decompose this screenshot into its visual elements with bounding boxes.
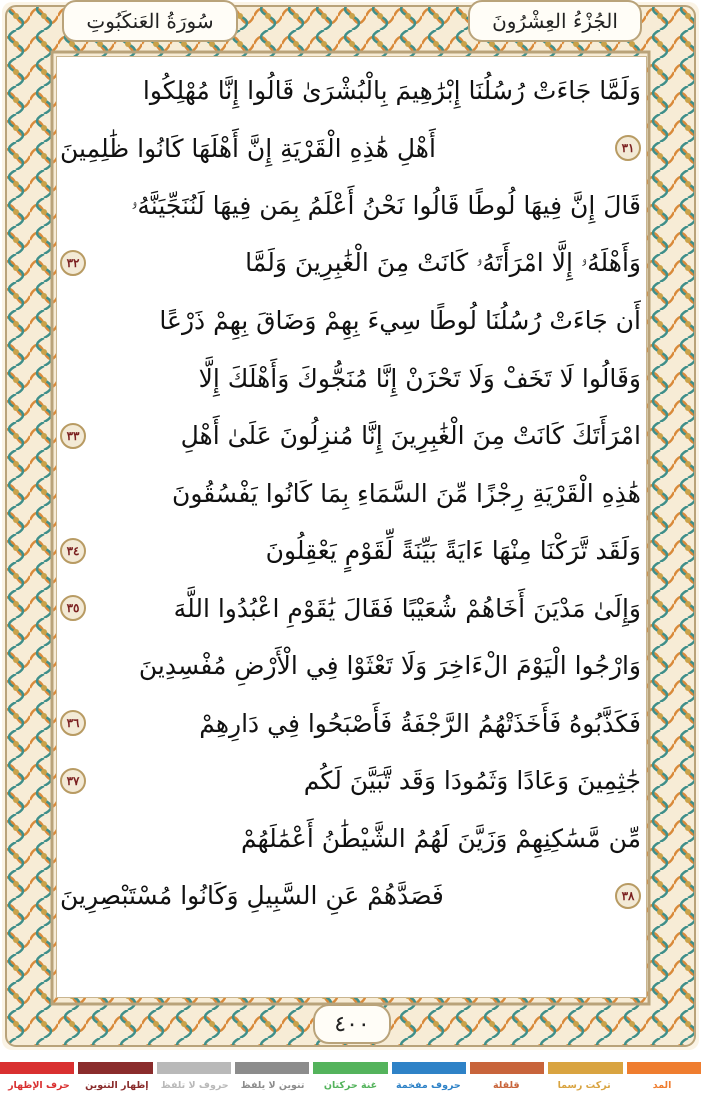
legend-label: تنوين لا يلفظ (240, 1080, 305, 1091)
text-line (60, 62, 641, 120)
legend-label: قلقلة (492, 1080, 520, 1091)
ayah-number-marker: ٣٤ (60, 538, 86, 564)
ayah-number-marker: ٣٢ (60, 250, 86, 276)
legend-label: حروف مفخمة (396, 1080, 461, 1091)
line-text: وَلَمَّا جَاءَتْ رُسُلُنَا إِبْرَٰهِيمَ بِالْبُشْرَىٰ قَالُوا إِنَّا مُهْلِكُوا (142, 76, 641, 106)
legend-swatch (627, 1062, 701, 1074)
text-line (60, 867, 641, 925)
line-text: فَكَذَّبُوهُ فَأَخَذَتْهُمُ الرَّجْفَةُ فَأَصْبَحُوا فِي دَارِهِمْ (199, 708, 641, 738)
legend-label: حرف الإظهار (8, 1080, 70, 1091)
legend-label: غنة حركتان (323, 1080, 378, 1091)
legend-labels (0, 1080, 701, 1091)
ayah-number-marker: ٣٦ (60, 710, 86, 736)
text-line (60, 292, 641, 350)
legend-label: المد (652, 1080, 672, 1091)
legend-swatch (313, 1062, 387, 1074)
text-line (60, 120, 641, 178)
text-line (60, 407, 641, 465)
line-text: أَن جَاءَتْ رُسُلُنَا لُوطًا سِيءَ بِهِمْ وَضَاقَ بِهِمْ ذَرْعًا (159, 306, 641, 336)
legend-color-bars (0, 1062, 701, 1074)
line-text: وَلَقَد تَّرَكْنَا مِنْهَا ءَايَةً بَيِّنَةً لِّقَوْمٍ يَعْقِلُونَ (265, 536, 641, 566)
text-line (60, 522, 641, 580)
line-text: قَالَ إِنَّ فِيهَا لُوطًا قَالُوا نَحْنُ أَعْلَمُ بِمَن فِيهَا لَنُنَجِّيَنَّهُۥ (131, 190, 641, 220)
line-text: هَٰذِهِ الْقَرْيَةِ رِجْزًا مِّنَ السَّمَاءِ بِمَا كَانُوا يَفْسُقُونَ (172, 478, 641, 508)
legend-swatch (548, 1062, 622, 1074)
surah-name-header (62, 0, 238, 42)
line-text: أَهْلِ هَٰذِهِ الْقَرْيَةِ إِنَّ أَهْلَهَا كَانُوا ظَٰلِمِينَ (60, 133, 436, 163)
line-text: وَأَهْلَهُۥ إِلَّا امْرَأَتَهُۥ كَانَتْ مِنَ الْغَٰبِرِينَ وَلَمَّا (245, 248, 641, 278)
line-text: امْرَأَتَكَ كَانَتْ مِنَ الْغَٰبِرِينَ إِنَّا مُنزِلُونَ عَلَىٰ أَهْلِ (180, 421, 641, 451)
legend-label: حروف لا تلفظ (160, 1080, 229, 1091)
quran-text (60, 62, 641, 925)
legend-swatch (157, 1062, 231, 1074)
text-line (60, 637, 641, 695)
text-line (60, 235, 641, 293)
ayah-number-marker: ٣١ (615, 135, 641, 161)
line-text: جَٰثِمِينَ وَعَادًا وَثَمُودَا وَقَد تَّبَيَّنَ لَكُم (303, 766, 641, 796)
tajweed-color-legend (0, 1062, 701, 1101)
text-line (60, 350, 641, 408)
legend-swatch (235, 1062, 309, 1074)
text-line (60, 810, 641, 868)
text-line (60, 580, 641, 638)
line-text: مِّن مَّسَٰكِنِهِمْ وَزَيَّنَ لَهُمُ الشَّيْطَٰنُ أَعْمَٰلَهُمْ (241, 823, 641, 853)
ayah-number-marker: ٣٥ (60, 595, 86, 621)
legend-label: إظهار التنوين (85, 1080, 149, 1091)
page-number (313, 1004, 391, 1044)
line-text: وَقَالُوا لَا تَخَفْ وَلَا تَحْزَنْ إِنَّا مُنَجُّوكَ وَأَهْلَكَ إِلَّا (198, 363, 641, 393)
line-text: فَصَدَّهُمْ عَنِ السَّبِيلِ وَكَانُوا مُسْتَبْصِرِينَ (60, 881, 444, 911)
legend-swatch (392, 1062, 466, 1074)
text-line (60, 752, 641, 810)
line-text: وَارْجُوا الْيَوْمَ الْءَاخِرَ وَلَا تَعْثَوْا فِي الْأَرْضِ مُفْسِدِينَ (138, 651, 641, 681)
legend-swatch (0, 1062, 74, 1074)
legend-swatch (470, 1062, 544, 1074)
legend-swatch (78, 1062, 152, 1074)
text-line (60, 177, 641, 235)
text-line (60, 465, 641, 523)
juz-name: الجُزْءُ العِشْرُونَ (492, 9, 618, 33)
surah-name: سُورَةُ العَنكَبُوتِ (86, 9, 214, 33)
ayah-number-marker: ٣٣ (60, 423, 86, 449)
ayah-number-marker: ٣٨ (615, 883, 641, 909)
line-text: وَإِلَىٰ مَدْيَنَ أَخَاهُمْ شُعَيْبًا فَقَالَ يَٰقَوْمِ اعْبُدُوا اللَّهَ (173, 593, 641, 623)
ayah-number-marker: ٣٧ (60, 768, 86, 794)
legend-label: تركت رسما (557, 1080, 611, 1091)
juz-header (468, 0, 642, 42)
page-number-text: ٤٠٠ (334, 1011, 370, 1037)
text-line (60, 695, 641, 753)
